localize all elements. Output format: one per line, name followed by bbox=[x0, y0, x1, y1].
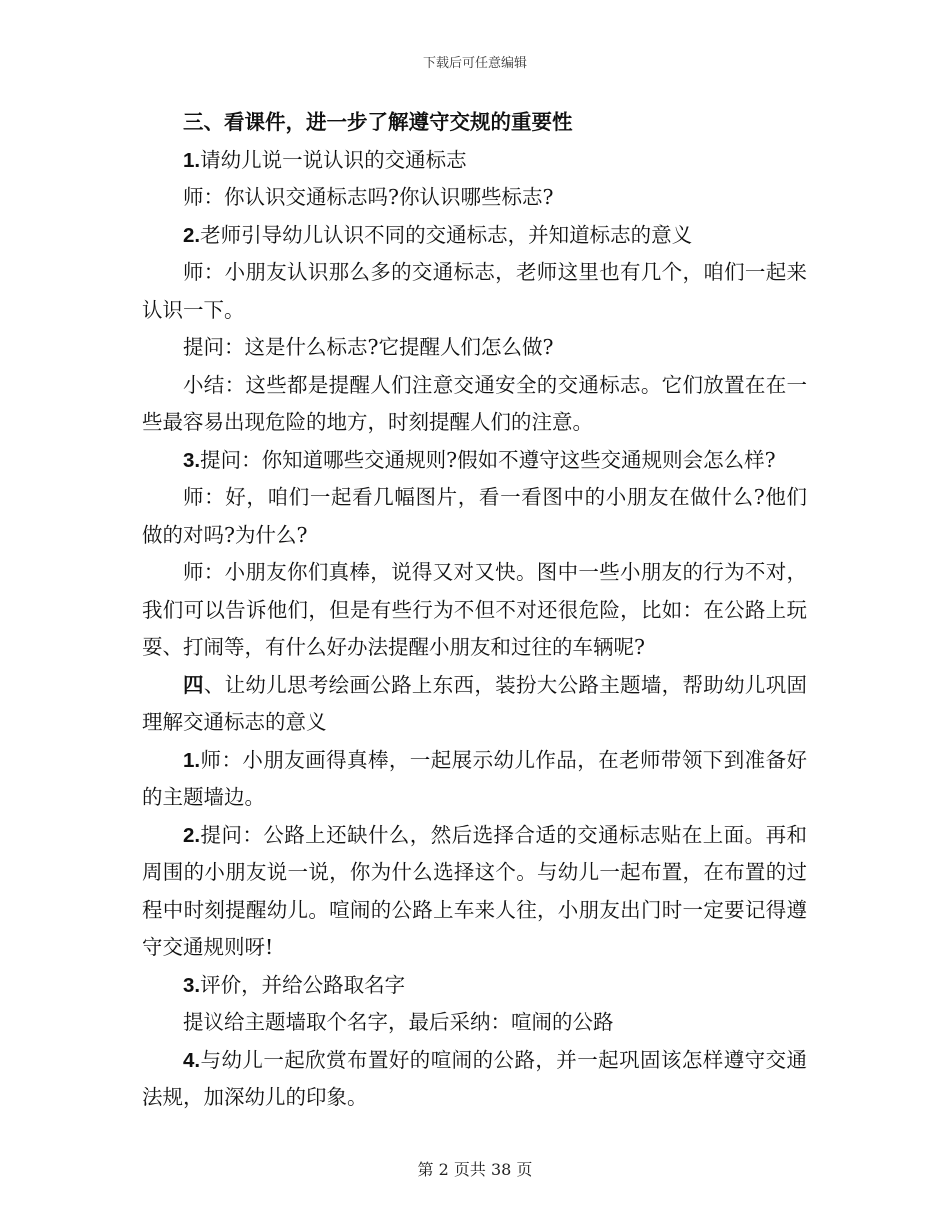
item-text: 与幼儿一起欣赏布置好的喧闹的公路，并一起巩固该怎样遵守交通法规，加深幼儿的印象。 bbox=[142, 1047, 807, 1109]
list-item-2 bbox=[142, 817, 807, 967]
heading-text: 、让幼儿思考绘画公路上东西，装扮大公路主题墙，帮助幼儿巩固理解交通标志的意义 bbox=[142, 672, 808, 734]
list-item-4 bbox=[142, 1042, 807, 1117]
paragraph bbox=[142, 1004, 807, 1042]
paragraph bbox=[142, 554, 807, 667]
paragraph-text: 师：小朋友认识那么多的交通标志，老师这里也有几个，咱们一起来认识一下。 bbox=[142, 260, 807, 322]
paragraph bbox=[142, 254, 807, 329]
item-number: 3. bbox=[183, 973, 201, 997]
item-number: 4. bbox=[183, 1048, 201, 1072]
item-text: 提问：公路上还缺什么，然后选择合适的交通标志贴在上面。再和周围的小朋友说一说，你为什么选择这个。与幼儿一起布置，在布置的过程中时刻提醒幼儿。喧闹的公路上车来人往，小朋友出门时一定要记得遵守交通规则呀! bbox=[142, 822, 807, 959]
item-text: 提问：你知道哪些交通规则?假如不遵守这些交通规则会怎么样? bbox=[200, 447, 776, 472]
page-header: 下载后可任意编辑 bbox=[422, 56, 527, 71]
item-text: 师：小朋友画得真棒，一起展示幼儿作品，在老师带领下到准备好的主题墙边。 bbox=[142, 747, 807, 809]
paragraph-text: 提问：这是什么标志?它提醒人们怎么做? bbox=[183, 335, 554, 359]
list-item-3 bbox=[142, 967, 807, 1005]
page-footer: 第 2 页共 38 页 bbox=[417, 1160, 533, 1179]
paragraph bbox=[142, 367, 807, 442]
paragraph-text: 师：你认识交通标志吗?你认识哪些标志? bbox=[183, 185, 554, 209]
item-text: 请幼儿说一说认识的交通标志 bbox=[200, 147, 467, 172]
list-item-3 bbox=[142, 442, 807, 480]
item-number: 1. bbox=[183, 148, 201, 172]
item-text: 老师引导幼儿认识不同的交通标志，并知道标志的意义 bbox=[200, 222, 693, 247]
list-item-1 bbox=[142, 142, 807, 180]
paragraph-text: 提议给主题墙取个名字，最后采纳：喧闹的公路 bbox=[183, 1010, 614, 1034]
item-number: 2. bbox=[183, 223, 201, 247]
heading-number: 四 bbox=[183, 672, 204, 697]
section-heading bbox=[142, 104, 807, 142]
paragraph bbox=[142, 479, 807, 554]
paragraph-text: 师：小朋友你们真棒，说得又对又快。图中一些小朋友的行为不对，我们可以告诉他们，但是有些行为不但不对还很危险，比如：在公路上玩耍、打闹等，有什么好办法提醒小朋友和过往的车辆呢? bbox=[142, 560, 807, 659]
paragraph bbox=[142, 179, 807, 217]
paragraph bbox=[142, 329, 807, 367]
heading-text: 三、看课件，进一步了解遵守交规的重要性 bbox=[183, 110, 573, 134]
item-number: 2. bbox=[183, 823, 201, 847]
paragraph-text: 师：好，咱们一起看几幅图片，看一看图中的小朋友在做什么?他们做的对吗?为什么? bbox=[142, 485, 807, 547]
list-item-1 bbox=[142, 742, 807, 817]
section-heading-4 bbox=[142, 667, 807, 742]
document-body bbox=[142, 104, 807, 1117]
item-text: 评价，并给公路取名字 bbox=[200, 972, 406, 997]
item-number: 1. bbox=[183, 748, 201, 772]
paragraph-text: 小结：这些都是提醒人们注意交通安全的交通标志。它们放置在在一些最容易出现危险的地方，时刻提醒人们的注意。 bbox=[142, 372, 807, 434]
list-item-2 bbox=[142, 217, 807, 255]
item-number: 3. bbox=[183, 448, 201, 472]
